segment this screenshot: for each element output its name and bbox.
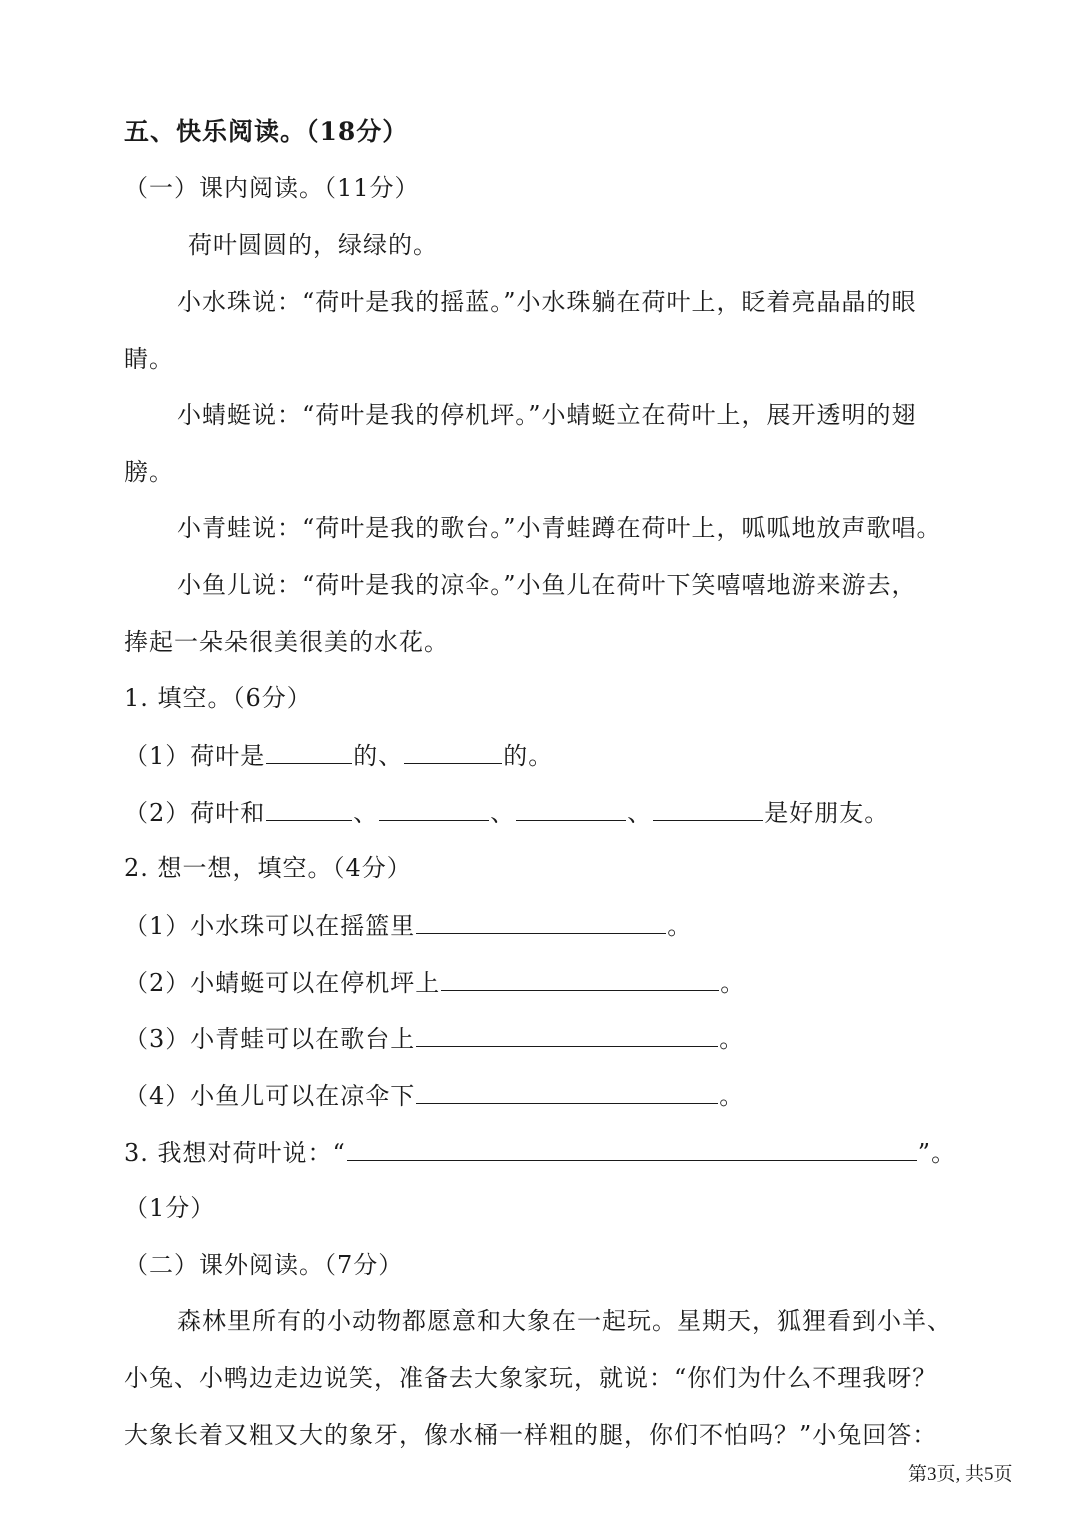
question-2-item bbox=[124, 909, 692, 942]
part1-heading: （一）课内阅读。（11分） bbox=[124, 174, 420, 202]
separator: 、 bbox=[490, 799, 516, 827]
question-2-item-text: （2）小蜻蜓可以在停机坪上 bbox=[124, 969, 441, 997]
answer-blank[interactable] bbox=[416, 1079, 718, 1104]
question-1-b-end: 是好朋友。 bbox=[764, 799, 890, 827]
answer-blank[interactable] bbox=[404, 739, 502, 764]
passage-line: 荷叶圆圆的，绿绿的。 bbox=[188, 231, 438, 259]
answer-blank[interactable] bbox=[347, 1136, 917, 1161]
section-title: 五、快乐阅读。（18分） bbox=[124, 117, 409, 146]
question-2-item-end: 。 bbox=[720, 969, 746, 997]
question-2-item-end: 。 bbox=[667, 912, 693, 940]
question-3-end: ”。 bbox=[917, 1139, 957, 1167]
passage-line: 小鱼儿说：“荷叶是我的凉伞。”小鱼儿在荷叶下笑嘻嘻地游来游去， bbox=[177, 571, 917, 599]
question-2-item bbox=[124, 966, 745, 999]
passage-line: 小青蛙说：“荷叶是我的歌台。”小青蛙蹲在荷叶上，呱呱地放声歌唱。 bbox=[177, 514, 942, 542]
question-3-text: 3. 我想对荷叶说：“ bbox=[124, 1139, 346, 1167]
question-2-item-text: （3）小青蛙可以在歌台上 bbox=[124, 1025, 416, 1053]
answer-blank[interactable] bbox=[379, 796, 489, 821]
passage-line: 小兔、小鸭边走边说笑，准备去大象家玩，就说：“你们为什么不理我呀？ bbox=[124, 1364, 938, 1392]
passage-line: 睛。 bbox=[124, 345, 174, 373]
passage-line: 小水珠说：“荷叶是我的摇蓝。”小水珠躺在荷叶上，眨着亮晶晶的眼 bbox=[177, 288, 917, 316]
passage-line: 大象长着又粗又大的象牙，像水桶一样粗的腿，你们不怕吗？”小兔回答： bbox=[124, 1421, 938, 1449]
passage-line: 膀。 bbox=[124, 458, 174, 486]
answer-blank[interactable] bbox=[516, 796, 626, 821]
question-1-a-mid: 的、 bbox=[353, 742, 404, 770]
question-1-a-text: （1）荷叶是 bbox=[124, 742, 266, 770]
question-2-item-text: （4）小鱼儿可以在凉伞下 bbox=[124, 1082, 416, 1110]
answer-blank[interactable] bbox=[416, 909, 666, 934]
answer-blank[interactable] bbox=[266, 796, 352, 821]
question-2-item bbox=[124, 1079, 744, 1112]
passage-line: 森林里所有的小动物都愿意和大象在一起玩。星期天，狐狸看到小羊、 bbox=[177, 1307, 952, 1335]
question-1-title: 1. 填空。（6分） bbox=[124, 684, 312, 712]
question-3-score: （1分） bbox=[124, 1194, 216, 1222]
question-2-title: 2. 想一想，填空。（4分） bbox=[124, 854, 412, 882]
question-1-a-end: 的。 bbox=[503, 742, 554, 770]
question-2-item-end: 。 bbox=[719, 1082, 745, 1110]
answer-blank[interactable] bbox=[416, 1022, 718, 1047]
answer-blank[interactable] bbox=[266, 739, 352, 764]
question-1-b-text: （2）荷叶和 bbox=[124, 799, 266, 827]
answer-blank[interactable] bbox=[653, 796, 763, 821]
passage-line: 小蜻蜓说：“荷叶是我的停机坪。”小蜻蜓立在荷叶上，展开透明的翅 bbox=[177, 401, 917, 429]
question-1-b bbox=[124, 796, 889, 829]
question-2-item-text: （1）小水珠可以在摇篮里 bbox=[124, 912, 416, 940]
question-2-item-end: 。 bbox=[719, 1025, 745, 1053]
page-number: 第3页, 共5页 bbox=[908, 1464, 1013, 1485]
question-3 bbox=[124, 1136, 956, 1169]
passage-line: 捧起一朵朵很美很美的水花。 bbox=[124, 628, 449, 656]
separator: 、 bbox=[627, 799, 653, 827]
separator: 、 bbox=[353, 799, 379, 827]
question-2-item bbox=[124, 1022, 744, 1055]
answer-blank[interactable] bbox=[441, 966, 719, 991]
question-1-a bbox=[124, 739, 553, 772]
part2-heading: （二）课外阅读。（7分） bbox=[124, 1251, 404, 1279]
